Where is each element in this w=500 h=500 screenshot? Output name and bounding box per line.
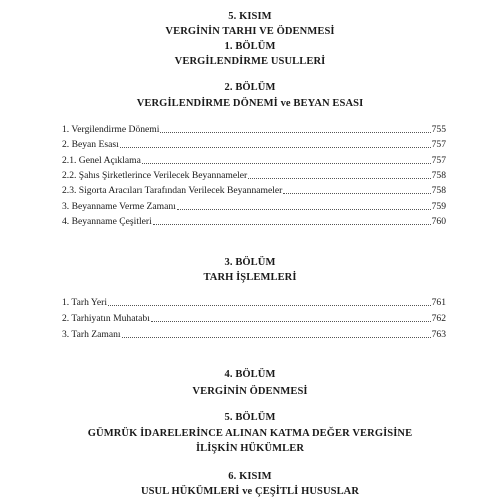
- toc-entry-page: 759: [431, 200, 446, 212]
- chapter-title: 5. BÖLÜM: [224, 412, 276, 423]
- chapter-title: 2. BÖLÜM: [224, 82, 276, 93]
- toc-entry[interactable]: [62, 329, 446, 341]
- toc-entry-label: 2.2. Şahıs Şirketlerince Verilecek Beyannameler: [62, 169, 248, 181]
- toc-entry-label: 3. Tarh Zamanı: [62, 329, 121, 340]
- toc-entry-page: 758: [431, 169, 446, 181]
- leader-dots: [120, 147, 431, 148]
- toc-entry-page: 755: [431, 124, 446, 135]
- toc-entry-label: 2.1. Genel Açıklama: [62, 154, 141, 166]
- chapter-subtitle: VERGİLENDİRME DÖNEMİ ve BEYAN ESASI: [136, 98, 364, 109]
- chapter-title: 3. BÖLÜM: [224, 257, 276, 268]
- toc-entry-page: 760: [431, 215, 446, 227]
- leader-dots: [153, 224, 431, 225]
- part-title: 6. KISIM: [228, 471, 272, 482]
- toc-entry-page: 761: [431, 297, 446, 308]
- leader-dots: [248, 178, 430, 179]
- toc-entry-page: 757: [431, 139, 446, 151]
- toc-entry-label: 2. Beyan Esası: [62, 139, 119, 151]
- chapter-title: 1. BÖLÜM: [224, 41, 276, 52]
- chapter-subtitle: VERGİLENDİRME USULLERİ: [174, 56, 326, 67]
- leader-dots: [122, 337, 431, 338]
- chapter-title: 4. BÖLÜM: [224, 369, 276, 380]
- leader-dots: [142, 163, 431, 164]
- part-title: 5. KISIM: [228, 11, 272, 22]
- toc-entry-label: 2. Tarhiyatın Muhatabı: [62, 313, 150, 324]
- leader-dots: [177, 209, 431, 210]
- toc-entry[interactable]: [62, 170, 446, 182]
- toc-entry-page: 762: [431, 313, 446, 324]
- part-subtitle: VERGİNİN TARHI VE ÖDENMESİ: [165, 26, 335, 37]
- leader-dots: [108, 305, 431, 306]
- chapter-subtitle: TARH İŞLEMLERİ: [203, 272, 297, 283]
- toc-entry-page: 758: [431, 185, 446, 197]
- chapter-subtitle: GÜMRÜK İDARELERİNCE ALINAN KATMA DEĞER VERGİSİNE: [87, 428, 413, 439]
- toc-entry[interactable]: [62, 124, 446, 136]
- chapter-subtitle: İLİŞKİN HÜKÜMLER: [195, 443, 305, 454]
- toc-entry-label: 1. Vergilendirme Dönemi: [62, 124, 160, 135]
- toc-entry-page: 757: [431, 154, 446, 166]
- toc-entry[interactable]: [62, 139, 446, 151]
- toc-entry[interactable]: [62, 201, 446, 213]
- toc-entry-label: 3. Beyanname Verme Zamanı: [62, 200, 176, 212]
- toc-entry[interactable]: [62, 313, 446, 325]
- toc-entry-label: 1. Tarh Yeri: [62, 297, 107, 308]
- toc-entry-page: 763: [431, 329, 446, 340]
- chapter-subtitle: VERGİNİN ÖDENMESİ: [192, 386, 308, 397]
- leader-dots: [160, 132, 430, 133]
- leader-dots: [283, 193, 430, 194]
- toc-entry[interactable]: [62, 185, 446, 197]
- toc-entry[interactable]: [62, 297, 446, 309]
- part-subtitle: USUL HÜKÜMLERİ ve ÇEŞİTLİ HUSUSLAR: [140, 486, 360, 497]
- leader-dots: [151, 321, 431, 322]
- toc-entry-label: 4. Beyanname Çeşitleri: [62, 215, 152, 227]
- toc-entry[interactable]: [62, 155, 446, 167]
- toc-entry-label: 2.3. Sigorta Aracıları Tarafından Verilecek Beyannameler: [62, 185, 283, 197]
- toc-entry[interactable]: [62, 216, 446, 228]
